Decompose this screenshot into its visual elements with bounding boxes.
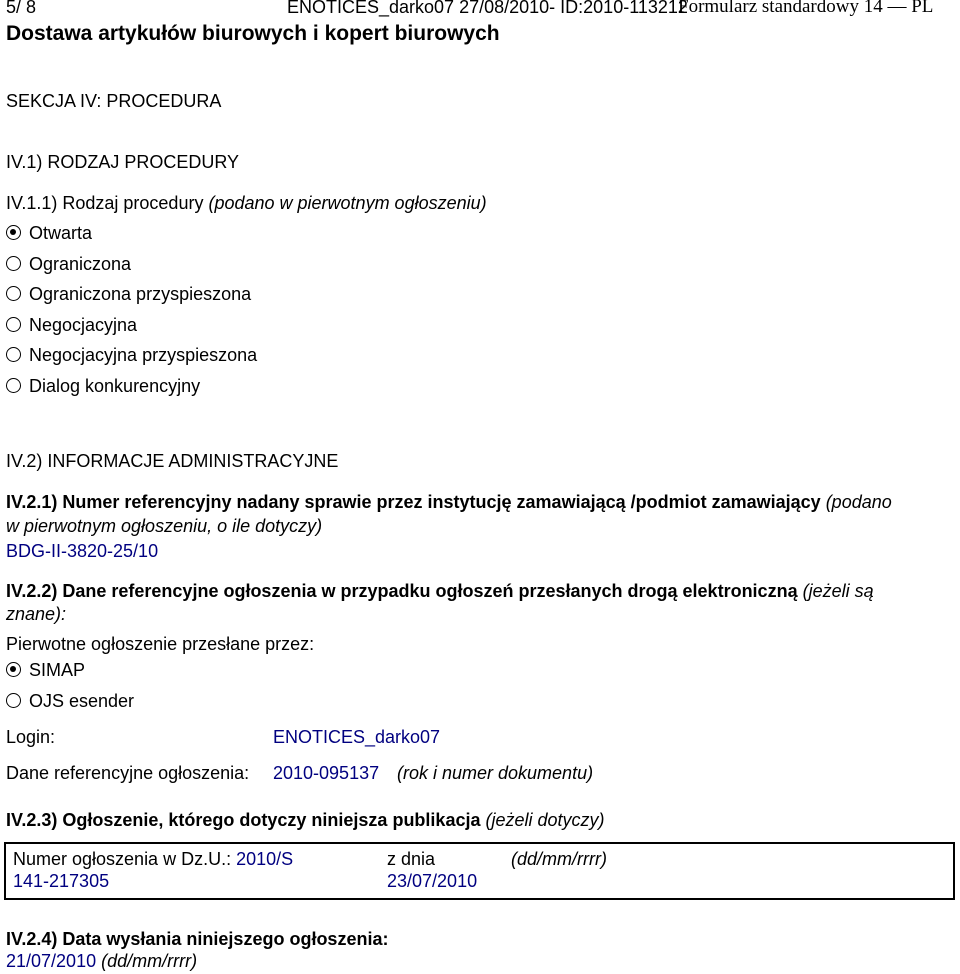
- num-value-1: 2010/S: [236, 849, 294, 869]
- iv24-line: [6, 951, 197, 971]
- sent-by-label: Pierwotne ogłoszenie przesłane przez:: [6, 634, 315, 654]
- iv24-format: (dd/mm/rrrr): [101, 951, 198, 971]
- iv21-value: BDG-II-3820-25/10: [6, 541, 159, 561]
- option-negocjacyjna-przyspieszona[interactable]: [6, 345, 257, 365]
- iv23-label: IV.2.3) Ogłoszenie, którego dotyczy niniejsza publikacja: [6, 810, 481, 830]
- document-title: Dostawa artykułów biurowych i kopert biurowych: [6, 22, 500, 45]
- iv11-note: (podano w pierwotnym ogłoszeniu): [208, 193, 487, 213]
- radio-selected-icon: [6, 225, 21, 240]
- login-value: ENOTICES_darko07: [273, 727, 441, 747]
- iv23-heading: [6, 810, 605, 830]
- num-label-text: Numer ogłoszenia w Dz.U.:: [13, 849, 232, 869]
- radio-empty-icon: [6, 347, 21, 362]
- iv21-heading: [6, 492, 892, 512]
- num-label: [13, 849, 293, 869]
- login-label: Login:: [6, 727, 56, 747]
- num-value-2: 141-217305: [13, 871, 110, 891]
- iv11-label: IV.1.1) Rodzaj procedury: [6, 193, 204, 213]
- option-label: SIMAP: [29, 660, 86, 680]
- option-ograniczona-przyspieszona[interactable]: [6, 284, 251, 304]
- iv24-value: 21/07/2010: [6, 951, 97, 971]
- option-simap[interactable]: [6, 660, 85, 680]
- iv24-heading: IV.2.4) Data wysłania niniejszego ogłoszenia:: [6, 929, 389, 949]
- form-type: Formularz standardowy 14 — PL: [678, 0, 934, 17]
- option-label: Dialog konkurencyjny: [29, 376, 201, 396]
- iv1-heading: IV.1) RODZAJ PROCEDURY: [6, 152, 240, 172]
- option-label: OJS esender: [29, 691, 135, 711]
- option-negocjacyjna[interactable]: [6, 315, 137, 335]
- iv22-label: IV.2.2) Dane referencyjne ogłoszenia w przypadku ogłoszeń przesłanych drogą elektroniczną: [6, 581, 798, 601]
- notice-id: ENOTICES_darko07 27/08/2010- ID:2010-113212: [287, 0, 688, 17]
- iv11-heading: [6, 193, 487, 213]
- iv23-note: (jeżeli dotyczy): [485, 810, 605, 830]
- ref-label: Dane referencyjne ogłoszenia:: [6, 763, 250, 783]
- iv21-note-cont: w pierwotnym ogłoszeniu, o ile dotyczy): [6, 516, 323, 536]
- radio-empty-icon: [6, 317, 21, 332]
- option-otwarta[interactable]: [6, 223, 92, 243]
- iv2-heading: IV.2) INFORMACJE ADMINISTRACYJNE: [6, 451, 339, 471]
- iv21-label: IV.2.1) Numer referencyjny nadany sprawie przez instytucję zamawiającą /podmiot zamawiający: [6, 492, 821, 512]
- option-ojs-esender[interactable]: [6, 691, 134, 711]
- page-number: 5/ 8: [6, 0, 37, 17]
- iv22-note-cont: znane):: [6, 604, 67, 624]
- date-label: z dnia: [387, 849, 436, 869]
- ref-note: (rok i numer dokumentu): [397, 763, 594, 783]
- iv22-heading: [6, 581, 874, 601]
- radio-selected-icon: [6, 662, 21, 677]
- option-label: Otwarta: [29, 223, 93, 243]
- ref-value: 2010-095137: [273, 763, 380, 783]
- iv21-note: (podano: [825, 492, 892, 512]
- option-dialog-konkurencyjny[interactable]: [6, 376, 200, 396]
- iv22-note: (jeżeli są: [802, 581, 874, 601]
- radio-empty-icon: [6, 378, 21, 393]
- publication-box: [4, 842, 955, 900]
- option-label: Ograniczona: [29, 254, 132, 274]
- date-value: 23/07/2010: [387, 871, 478, 891]
- option-ograniczona[interactable]: [6, 254, 131, 274]
- radio-empty-icon: [6, 286, 21, 301]
- option-label: Ograniczona przyspieszona: [29, 284, 252, 304]
- radio-empty-icon: [6, 693, 21, 708]
- radio-empty-icon: [6, 256, 21, 271]
- date-format: (dd/mm/rrrr): [511, 849, 607, 869]
- section-title: SEKCJA IV: PROCEDURA: [6, 91, 222, 111]
- option-label: Negocjacyjna przyspieszona: [29, 345, 258, 365]
- option-label: Negocjacyjna: [29, 315, 138, 335]
